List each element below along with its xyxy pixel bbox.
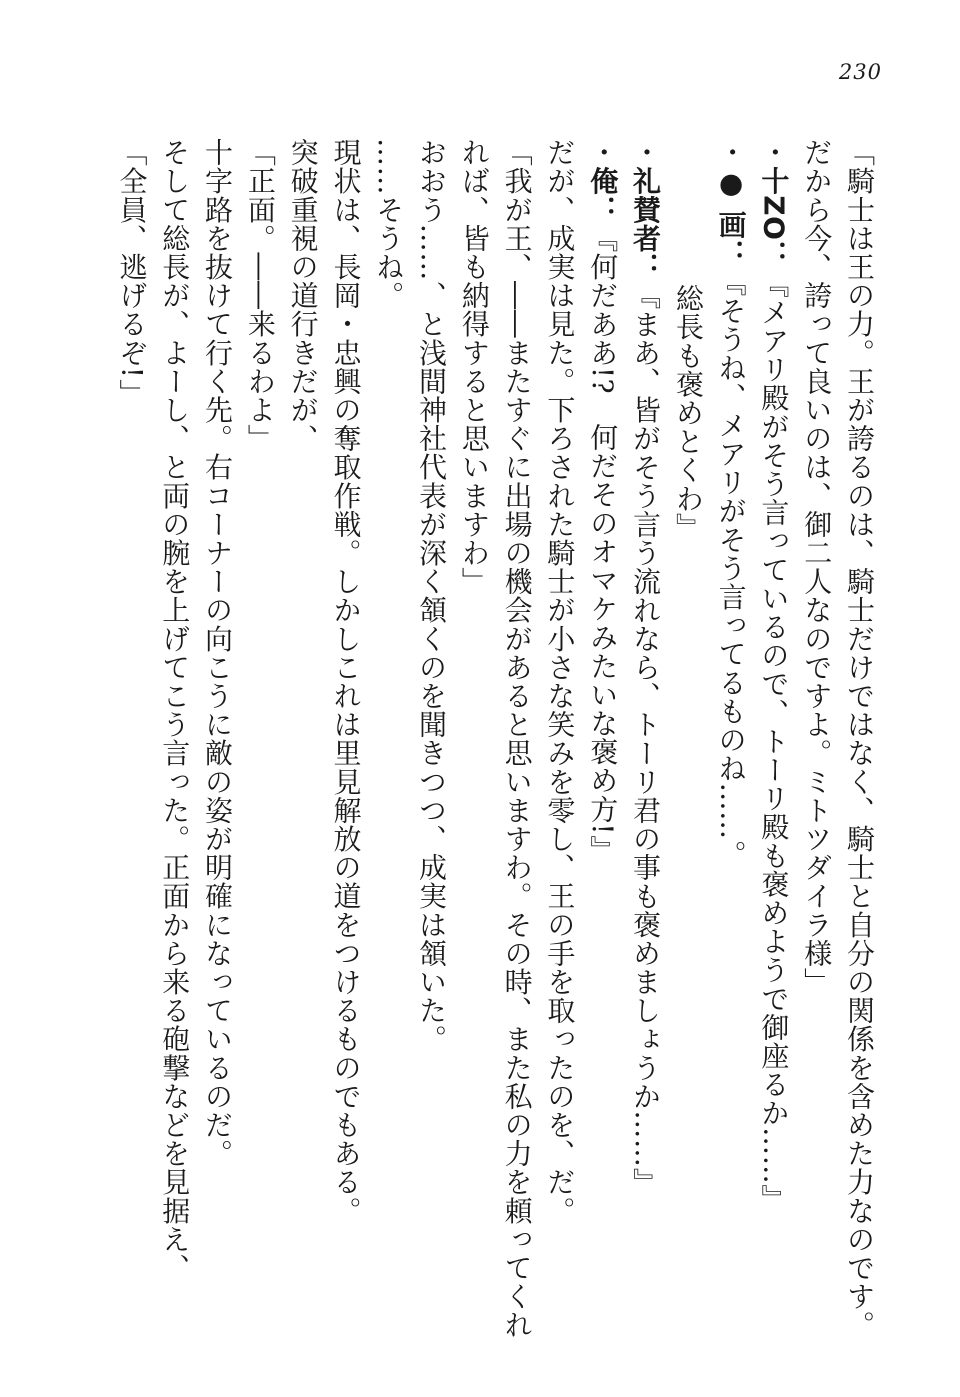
chat-bullet: ・	[714, 138, 748, 167]
chat-dialogue: 『まあ、皆がそう言う流れなら、トーリ君の事も褒めましょうか……』	[629, 281, 663, 1197]
chat-speaker: 十ZO	[757, 166, 791, 241]
chat-separator: ：	[629, 252, 663, 282]
text-line: 「正面。――来るわよ」	[243, 138, 277, 453]
chat-line	[752, 138, 795, 1338]
text-line: そして総長が、よーし、と両の腕を上げてこう言った。正面から来る砲撃などを見据え、	[158, 138, 192, 1282]
chat-separator: ：	[757, 240, 791, 270]
chat-dialogue: 『何だああ!? 何だそのオマケみたいな褒め方!』	[586, 223, 620, 864]
chat-bullet: ・	[586, 138, 620, 167]
chat-dialogue: 『そうね、メアリがそう言ってるものね……。	[714, 267, 748, 869]
text-line: 「全員、逃げるぞ!」	[115, 138, 149, 408]
page-number: 230	[838, 60, 882, 84]
text-line: 十字路を抜けて行く先。右コーナーの向こうに敵の姿が明確になっているのだ。	[201, 138, 235, 1168]
text-line: 現状は、長岡・忠興の奪取作戦。しかしこれは里見解放の道をつけるものでもある。	[329, 138, 363, 1225]
text-line: おおう……、と浅間神社代表が深く頷くのを聞きつつ、成実は頷いた。	[415, 138, 449, 1054]
chat-line	[580, 138, 623, 1338]
text-line: れば、皆も納得すると思いますわ」	[457, 138, 491, 596]
text-line: だから今、誇って良いのは、御二人なのですよ。ミトツダイラ様」	[800, 138, 834, 996]
chat-continuation: 総長も褒めとくわ』	[671, 283, 705, 541]
chat-line	[709, 138, 752, 1338]
chat-speaker: 俺	[586, 166, 620, 196]
chat-dialogue: 『メアリ殿がそう言っているので、トーリ殿も褒めようで御座るか……』	[757, 269, 791, 1213]
chat-separator: ：	[586, 195, 620, 224]
text-line: だが、成実は見た。下ろされた騎士が小さな笑みを零し、王の手を取ったのを、だ。	[543, 138, 577, 1225]
text-line: 「我が王、――またすぐに出場の機会があると思いますわ。その時、また私の力を頼ってくれ	[500, 138, 534, 1340]
chat-speaker: 礼賛者	[629, 166, 663, 253]
vertical-body-text	[110, 138, 880, 1338]
chat-bullet: ・	[757, 138, 791, 167]
text-line: 「騎士は王の力。王が誇るのは、騎士だけではなく、騎士と自分の関係を含めた力なのです。	[843, 138, 876, 1340]
text-line: 突破重視の道行きだが、	[286, 138, 320, 453]
chat-bullet: ・	[629, 138, 663, 167]
chat-speaker: ● 画	[714, 166, 748, 240]
chat-separator: ：	[714, 239, 748, 268]
text-line: ……そうね。	[372, 138, 406, 310]
chat-line	[623, 138, 666, 1338]
